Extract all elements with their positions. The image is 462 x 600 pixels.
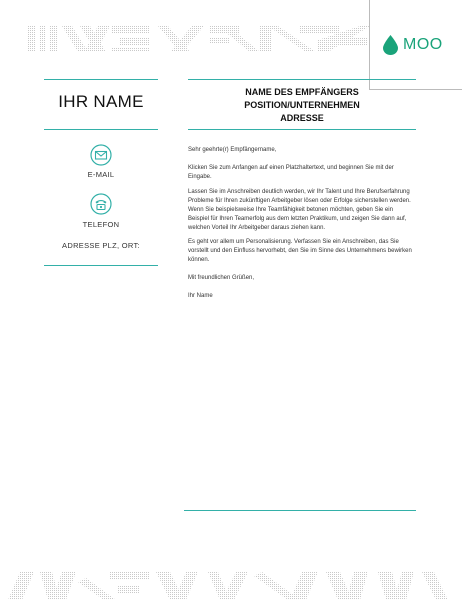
email-label[interactable]: E-MAIL [87,170,115,179]
phone-label[interactable]: TELEFON [82,220,120,229]
logo-block [369,0,462,90]
recipient-block [188,86,416,125]
bottom-pattern-banner [0,568,462,600]
salutation[interactable]: Sehr geehrte(r) Empfängername, [188,147,277,153]
sidebar-bottom-rule [44,265,158,266]
recipient-address[interactable]: ADRESSE [280,113,324,123]
applicant-name[interactable]: IHR NAME [58,92,144,111]
letter-paragraph[interactable]: Klicken Sie zum Anfangen auf einen Platzhaltertext, und beginnen Sie mit der Eingabe. [188,165,394,180]
email-icon [90,144,112,166]
letter-bottom-rule [184,510,416,511]
signature[interactable]: Ihr Name [188,293,213,299]
sidebar-top-rule [44,79,158,80]
recipient-name[interactable]: NAME DES EMPFÄNGERS [245,87,359,97]
phone-icon [90,193,112,215]
recipient-position[interactable]: POSITION/UNTERNEHMEN [244,100,360,110]
letter-paragraph[interactable]: Es geht vor allem um Personalisierung. Verfassen Sie ein Anschreiben, das Sie vorstellt und den Einfluss hervorhebt, den Sie im Sinne des Unternehmens bewirken können. [188,239,412,263]
address-label[interactable]: ADRESSE PLZ, ORT: [62,241,140,250]
closing[interactable]: Mit freundlichen Grüßen, [188,275,255,281]
recipient-bottom-rule [188,129,416,130]
logo-text: MOO [403,36,443,53]
sidebar-name-rule [44,129,158,130]
letter-body [188,146,414,307]
recipient-top-rule [188,79,416,80]
drop-icon [383,35,398,55]
letter-paragraph[interactable]: Lassen Sie im Anschreiben deutlich werden, wir Ihr Talent und Ihre Berufserfahrung Probleme für Ihren zukünftigen Arbeitgeber lösen oder Erfolge sicherstellen werden. Wenn Sie beispielsweise Ihre Teamfähigkeit betonen möchten, geben Sie ein Beispiel für Ihren Teamerfolg aus dem letzten Praktikum, und zeigen Sie dann auf, welchen Vorteil Ihr Arbeitgeber daraus ziehen kann. [188,188,411,231]
